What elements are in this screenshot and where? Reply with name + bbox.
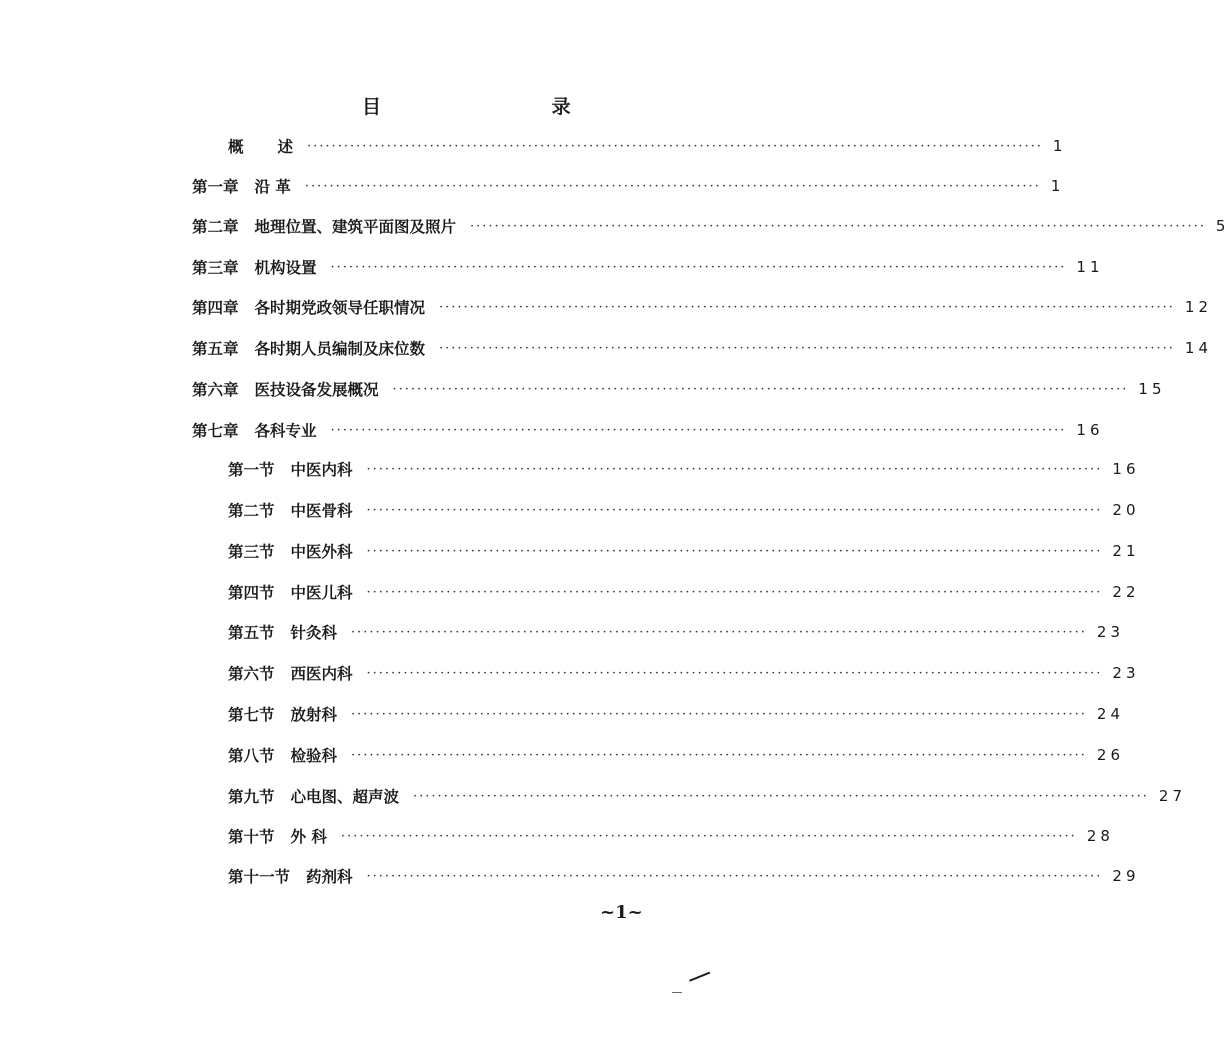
toc-chapter-number: 第十一节 xyxy=(228,867,291,886)
toc-label xyxy=(228,785,399,807)
toc-label xyxy=(192,378,379,400)
toc-leader-dots: ························································································································ xyxy=(366,502,1103,518)
toc-entry-title: 机构设置 xyxy=(254,258,317,277)
toc-entry-title: 地理位置、建筑平面图及照片 xyxy=(254,217,457,236)
toc-entry-title: 外 科 xyxy=(290,827,327,846)
toc-entry-title: 检验科 xyxy=(290,746,338,765)
toc-section-row xyxy=(228,457,1140,481)
toc-page-number: 14 xyxy=(1184,339,1213,357)
toc-section-row xyxy=(228,702,1125,726)
toc-page-number: 15 xyxy=(1138,380,1166,398)
toc-label xyxy=(192,175,291,197)
toc-page-number: 16 xyxy=(1112,460,1140,478)
toc-leader-dots: ························································································································ xyxy=(439,299,1175,315)
toc-chapter-number: 第三章 xyxy=(192,258,239,277)
toc-entry-title: 心电图、超声波 xyxy=(290,787,400,806)
toc-entry-title: 述 xyxy=(277,137,294,156)
toc-chapter-row xyxy=(192,255,1104,279)
toc-label xyxy=(192,337,425,359)
toc-page-number: 20 xyxy=(1112,501,1140,519)
toc-label xyxy=(228,540,353,562)
toc-leader-dots: ························································································································ xyxy=(413,788,1149,804)
toc-chapter-number: 第五章 xyxy=(192,339,239,358)
toc-chapter-number: 第四节 xyxy=(228,583,275,602)
toc-page-number: 23 xyxy=(1096,623,1125,641)
toc-chapter-row xyxy=(192,214,1229,238)
page-title: 目 录 xyxy=(362,96,653,118)
toc-section-row xyxy=(228,539,1140,563)
toc-section-row xyxy=(228,580,1140,604)
toc-leader-dots: ························································································································ xyxy=(304,178,1041,194)
toc-page-number: 24 xyxy=(1096,705,1125,723)
toc-label xyxy=(192,215,456,237)
toc-section-row xyxy=(228,498,1140,522)
toc-leader-dots: ························································································································ xyxy=(366,584,1103,600)
toc-page-number: 12 xyxy=(1184,298,1213,316)
toc-leader-dots: ························································································································ xyxy=(366,543,1103,559)
toc-label xyxy=(228,865,353,887)
scan-mark xyxy=(672,992,682,993)
toc-label xyxy=(192,296,425,318)
toc-chapter-number: 第四章 xyxy=(192,298,239,317)
toc-label xyxy=(228,662,353,684)
toc-section-row xyxy=(228,620,1125,644)
toc-chapter-number: 第六章 xyxy=(192,380,239,399)
toc-chapter-number: 第三节 xyxy=(228,542,275,561)
toc-chapter-number: 第九节 xyxy=(228,787,275,806)
toc-chapter-number: 第五节 xyxy=(228,623,275,642)
toc-label xyxy=(228,581,353,603)
toc-page-number: 22 xyxy=(1112,583,1140,601)
scan-mark xyxy=(689,972,717,999)
toc-section-row xyxy=(228,824,1114,848)
toc-entry-title: 各科专业 xyxy=(254,421,317,440)
toc-chapter-number: 第八节 xyxy=(228,746,275,765)
toc-entry-title: 针灸科 xyxy=(290,623,338,642)
toc-label xyxy=(228,499,353,521)
toc-label xyxy=(228,744,337,766)
toc-page-number: 5 xyxy=(1215,217,1229,235)
toc-section-row xyxy=(228,864,1140,888)
toc-leader-dots: ························································································································ xyxy=(351,706,1087,722)
toc-leader-dots: ························································································································ xyxy=(307,138,1043,154)
toc-page-number: 28 xyxy=(1086,827,1114,845)
toc-chapter-number: 第十节 xyxy=(228,827,275,846)
toc-label xyxy=(192,419,317,441)
toc-chapter-number: 概 xyxy=(228,137,244,156)
toc-leader-dots: ························································································································ xyxy=(330,259,1067,275)
toc-page-number: 11 xyxy=(1076,258,1104,276)
toc-chapter-number: 第二章 xyxy=(192,217,239,236)
toc-leader-dots: ························································································································ xyxy=(340,828,1077,844)
toc-leader-dots: ························································································································ xyxy=(366,868,1103,884)
toc-chapter-row xyxy=(192,174,1065,198)
toc-chapter-row xyxy=(192,134,1067,158)
toc-page-number: 21 xyxy=(1112,542,1140,560)
toc-page-number: 27 xyxy=(1158,787,1187,805)
toc-chapter-number: 第二节 xyxy=(228,501,275,520)
toc-leader-dots: ························································································································ xyxy=(392,381,1129,397)
toc-leader-dots: ························································································································ xyxy=(330,422,1067,438)
toc-leader-dots: ························································································································ xyxy=(351,747,1087,763)
toc-leader-dots: ························································································································ xyxy=(366,461,1103,477)
toc-entry-title: 中医外科 xyxy=(290,542,353,561)
toc-chapter-number: 第一章 xyxy=(192,177,239,196)
toc-leader-dots: ························································································································ xyxy=(351,624,1087,640)
toc-entry-title: 中医骨科 xyxy=(290,501,353,520)
toc-entry-title: 药剂科 xyxy=(306,867,353,886)
toc-label xyxy=(228,825,327,847)
toc-entry-title: 中医内科 xyxy=(290,460,353,479)
toc-entry-title: 放射科 xyxy=(290,705,338,724)
toc-label xyxy=(192,135,293,157)
toc-leader-dots: ························································································································ xyxy=(439,340,1175,356)
toc-page-number: 23 xyxy=(1112,664,1140,682)
toc-entry-title: 沿 革 xyxy=(254,177,291,196)
toc-chapter-number: 第一节 xyxy=(228,460,275,479)
toc-section-row xyxy=(228,661,1140,685)
toc-label xyxy=(228,703,337,725)
toc-entry-title: 各时期党政领导任职情况 xyxy=(254,298,426,317)
toc-label xyxy=(228,458,353,480)
toc-leader-dots: ························································································································ xyxy=(366,665,1103,681)
toc-page-number: 1 xyxy=(1052,137,1067,155)
toc-section-row xyxy=(228,743,1125,767)
toc-page-number: 26 xyxy=(1096,746,1125,764)
toc-page-number: 29 xyxy=(1112,867,1140,885)
toc-chapter-row xyxy=(192,377,1166,401)
toc-chapter-row xyxy=(192,295,1213,319)
toc-page-number: 1 xyxy=(1050,177,1065,195)
toc-label xyxy=(228,621,337,643)
toc-entry-title: 各时期人员编制及床位数 xyxy=(254,339,426,358)
toc-entry-title: 西医内科 xyxy=(290,664,353,683)
toc-chapter-number: 第七章 xyxy=(192,421,239,440)
toc-page-number: 16 xyxy=(1076,421,1104,439)
toc-label xyxy=(192,256,317,278)
toc-chapter-number: 第七节 xyxy=(228,705,275,724)
toc-chapter-row xyxy=(192,336,1213,360)
toc-leader-dots: ························································································································ xyxy=(470,218,1206,234)
toc-chapter-number: 第六节 xyxy=(228,664,275,683)
toc-chapter-row xyxy=(192,418,1104,442)
toc-entry-title: 医技设备发展概况 xyxy=(254,380,379,399)
toc-entry-title: 中医儿科 xyxy=(290,583,353,602)
footer-page-number: ~1~ xyxy=(600,902,643,923)
toc-section-row xyxy=(228,784,1187,808)
